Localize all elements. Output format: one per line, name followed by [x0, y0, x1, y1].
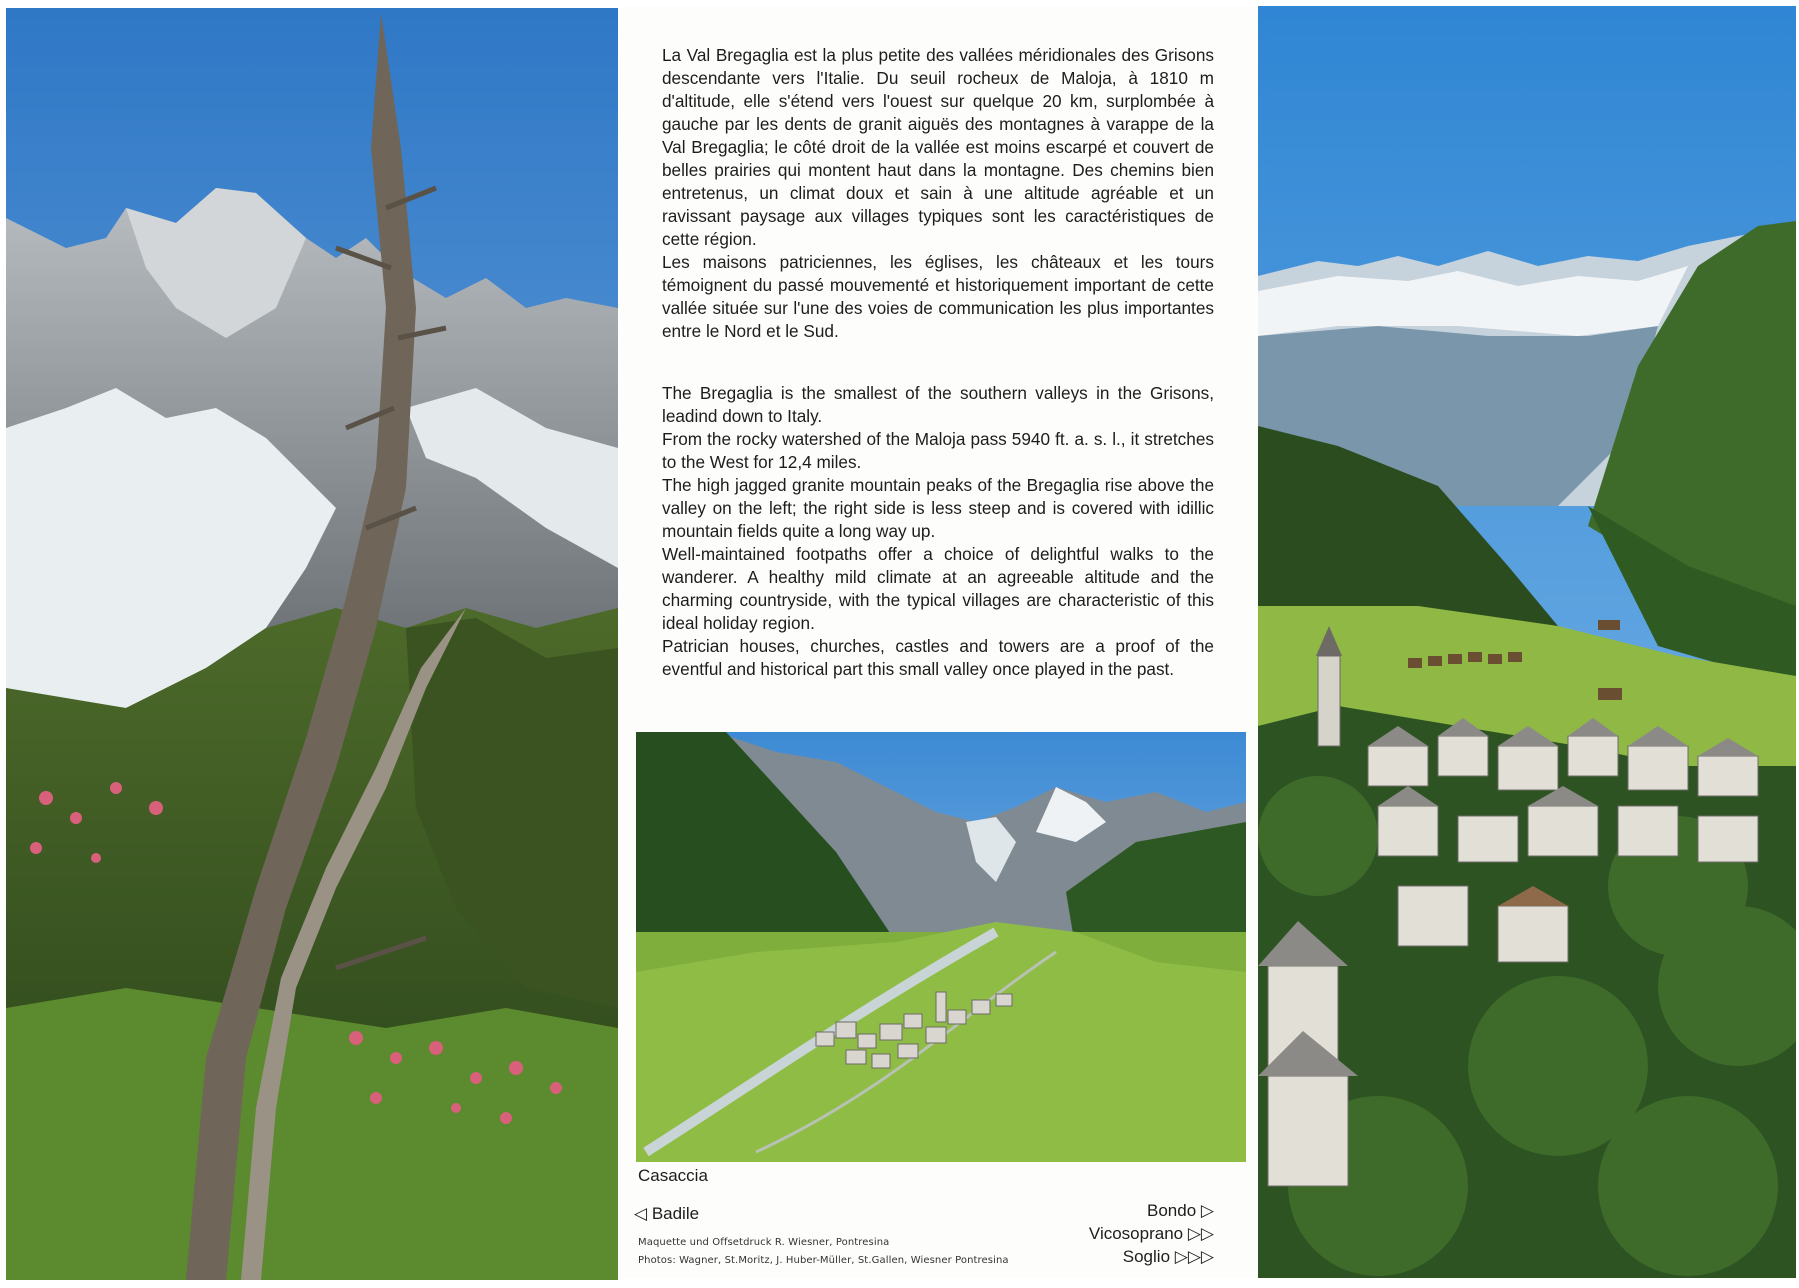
english-paragraph-5: Patrician houses, churches, castles and towers are a proof of the eventful and historical part this small valley once played in the past. [662, 636, 1214, 679]
triangle-right-icon: ▷ [1200, 1201, 1214, 1220]
triangle-left-icon: ◁ [634, 1204, 648, 1223]
english-paragraph-1: The Bregaglia is the smallest of the southern valleys in the Grisons, leadind down to Italy. [662, 383, 1214, 426]
nav-badile[interactable] [634, 1204, 699, 1224]
print-credit: Maquette und Offsetdruck R. Wiesner, Pontresina [638, 1237, 890, 1248]
english-description [662, 382, 1214, 681]
english-paragraph-4: Well-maintained footpaths offer a choice of delightful walks to the wanderer. A healthy mild climate at an agreeable altitude and the charming countryside, with the typical villages are characteristic of this ideal holiday region. [662, 544, 1214, 633]
text-panel [620, 6, 1264, 1278]
english-paragraph-3: The high jagged granite mountain peaks of the Bregaglia rise above the valley on the left; the right side is less steep and is covered with idillic mountain fields quite a long way up. [662, 475, 1214, 541]
nav-soglio[interactable] [1123, 1247, 1214, 1267]
photo-badile [6, 8, 618, 1280]
french-description [662, 44, 1214, 343]
photo-valley-village [1258, 6, 1796, 1278]
photo-casaccia [636, 732, 1246, 1162]
nav-soglio-label: Soglio [1122, 1247, 1171, 1266]
french-paragraph-2: Les maisons patriciennes, les églises, les châteaux et les tours témoignent du passé mouvementé et historiquement important de cette vallée située sur l'une des voies de communication les plus importantes entre le Nord et le Sud. [662, 252, 1214, 341]
nav-badile-label: Badile [651, 1204, 700, 1223]
nav-vicosoprano[interactable] [1089, 1224, 1214, 1244]
photo-caption: Casaccia [638, 1166, 708, 1185]
nav-bondo[interactable] [1147, 1201, 1214, 1221]
french-paragraph-1: La Val Bregaglia est la plus petite des vallées méridionales des Grisons descendante vers l'Italie. Du seuil rocheux de Maloja, à 1810 m d'altitude, elle s'étend vers l'ouest sur quelque 20 km, surplombée à gauche par les dents de granit aiguës des montagnes à varappe de la Val Bregaglia; le côté droit de la vallée est moins escarpé et couvert de belles prairies qui montent haut dans la montagne. Des chemins bien entretenus, un climat doux et sain à une altitude agréable et un ravissant paysage aux villages typiques sont les caractéristiques de cette région. [662, 45, 1214, 249]
nav-vicosoprano-label: Vicosoprano [1088, 1224, 1184, 1243]
double-triangle-right-icon: ▷▷ [1187, 1224, 1214, 1243]
photo-credit: Photos: Wagner, St.Moritz, J. Huber-Müller, St.Gallen, Wiesner Pontresina [638, 1255, 1009, 1266]
triple-triangle-right-icon: ▷▷▷ [1174, 1247, 1214, 1266]
english-paragraph-2: From the rocky watershed of the Maloja pass 5940 ft. a. s. l., it stretches to the West for 12,4 miles. [662, 429, 1214, 472]
nav-bondo-label: Bondo [1147, 1201, 1197, 1220]
